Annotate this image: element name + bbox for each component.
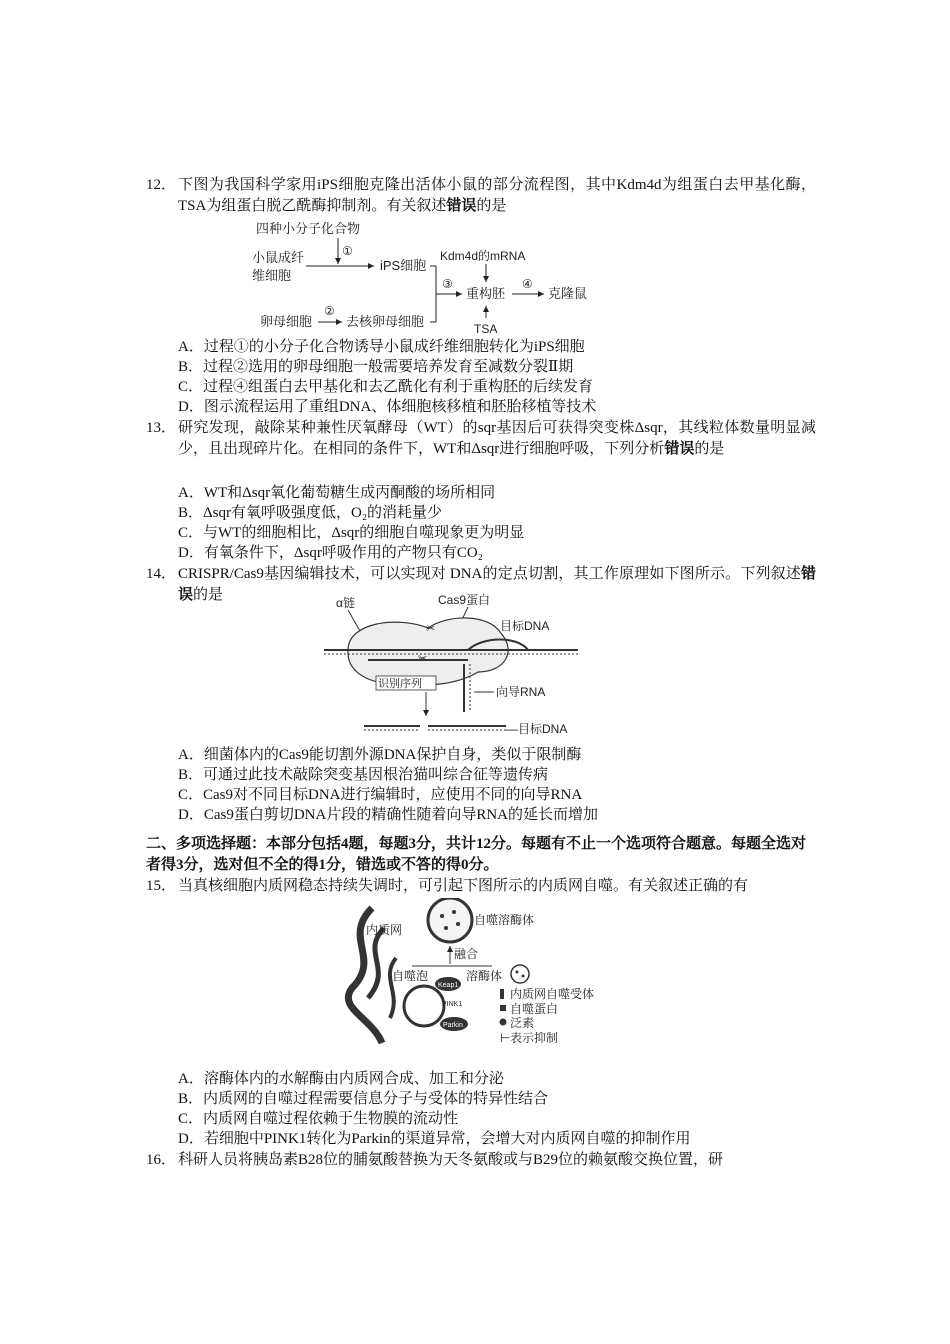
- er-autophagy-diagram: [342, 898, 612, 1053]
- lysosome-label: 溶酶体: [466, 969, 503, 983]
- enucleated-oocyte-label: 去核卵母细胞: [346, 314, 425, 329]
- legend-ubiquitin: 泛素: [510, 1016, 535, 1030]
- fibroblast-label-2: 维细胞: [252, 268, 292, 283]
- autolysosome-label: 自噬溶酶体: [474, 913, 535, 927]
- target-dna-out-label: —目标DNA: [506, 722, 568, 736]
- option-13d[interactable]: D．有氧条件下，Δsqr呼吸作用的产物只有CO₂: [178, 545, 483, 561]
- ips-clone-flowchart: [250, 218, 610, 343]
- question-number: 16．: [146, 1152, 177, 1168]
- crispr-cas9-diagram: [318, 592, 588, 747]
- option-14d[interactable]: D．Cas9蛋白剪切DNA片段的精确性随着向导RNA的延长而增加: [178, 807, 599, 823]
- question-15: [146, 876, 816, 897]
- question-13: [146, 418, 816, 460]
- question-number: 14．: [146, 566, 177, 582]
- question-stem: 研究发现，敲除某种兼性厌氧酵母（WT）的sqr基因后可获得突变株Δsqr，其线粒体数量明显减少，且出现碎片化。在相同的条件下，WT和Δsqr进行细胞呼吸，下列分析: [178, 420, 816, 457]
- target-dna-label: 目标DNA: [500, 619, 550, 633]
- option-15a[interactable]: A．溶酶体内的水解酶由内质网合成、加工和分泌: [178, 1071, 504, 1087]
- cas9-label: Cas9蛋白: [438, 593, 491, 607]
- fusion-label: 融合: [454, 947, 479, 961]
- option-14a[interactable]: A．细菌体内的Cas9能切割外源DNA保护自身，类似于限制酶: [178, 747, 582, 763]
- question-stem: 当真核细胞内质网稳态持续失调时，可引起下图所示的内质网自噬。有关叙述正确的有: [178, 878, 749, 894]
- legend-autophagy-protein: 自噬蛋白: [510, 1002, 559, 1016]
- option-13c[interactable]: C．与WT的细胞相比，Δsqr的细胞自噬现象更为明显: [178, 525, 525, 541]
- legend-receptor: 内质网自噬受体: [510, 987, 595, 1001]
- step2-label: ②: [324, 304, 335, 318]
- option-12a[interactable]: A．过程①的小分子化合物诱导小鼠成纤维细胞转化为iPS细胞: [178, 339, 585, 355]
- emphasis-text: 错误: [664, 441, 695, 457]
- ips-cell-label: iPS细胞: [380, 258, 427, 273]
- question-16: [146, 1150, 816, 1171]
- oocyte-label: 卵母细胞: [260, 314, 313, 329]
- guide-rna-label: 向导RNA: [496, 685, 546, 699]
- option-12d[interactable]: D．图示流程运用了重组DNA、体细胞核移植和胚胎移植等技术: [178, 399, 597, 415]
- question-number: 12．: [146, 177, 177, 193]
- question-number: 15．: [146, 878, 177, 894]
- question-stem: 下图为我国科学家用iPS细胞克隆出活体小鼠的部分流程图，其中Kdm4d为组蛋白去甲基化酶，TSA为组蛋白脱乙酰酶抑制剂。有关叙述: [178, 177, 816, 214]
- question-stem: CRISPR/Cas9基因编辑技术，可以实现对 DNA的定点切割，其工作原理如下图所示。下列叙述: [178, 566, 801, 582]
- option-14b[interactable]: B．可通过此技术敲除突变基因根治猫叫综合征等遗传病: [178, 767, 549, 783]
- pink1-label: PINK1: [442, 1001, 463, 1008]
- option-13b[interactable]: B．Δsqr有氧呼吸强度低，O₂的消耗量少: [178, 505, 443, 521]
- keap1-label: Keap1: [438, 982, 459, 989]
- parkin-label: Parkin: [443, 1022, 463, 1029]
- section-2-heading: 二、多项选择题：本部分包括4题，每题3分，共计12分。每题有不止一个选项符合题意。每题全选对者得3分，选对但不全的得1分，错选或不答的得0分。: [146, 836, 807, 873]
- scissors-icon-2: ✂: [418, 653, 428, 665]
- option-15b[interactable]: B．内质网的自噬过程需要信息分子与受体的特异性结合: [178, 1091, 549, 1107]
- option-12b[interactable]: B．过程②选用的卵母细胞一般需要培养发育至减数分裂Ⅱ期: [178, 359, 574, 375]
- alpha-chain-label: α链: [336, 596, 355, 610]
- autophagosome-label: 自噬泡: [392, 969, 429, 983]
- clone-mouse-label: 克隆鼠: [548, 286, 588, 301]
- option-15d[interactable]: D．若细胞中PINK1转化为Parkin的渠道异常，会增大对内质网自噬的抑制作用: [178, 1131, 691, 1147]
- emphasis-text: 错误: [446, 198, 477, 214]
- step4-label: ④: [522, 277, 533, 291]
- tsa-label: TSA: [474, 322, 498, 336]
- question-12: [146, 175, 816, 217]
- emphasis-text: 错误: [178, 566, 816, 603]
- step1-label: ①: [342, 244, 353, 258]
- recognition-seq-label: 识别序列: [378, 678, 422, 690]
- option-15c[interactable]: C．内质网自噬过程依赖于生物膜的流动性: [178, 1111, 459, 1127]
- question-stem: 科研人员将胰岛素B28位的脯氨酸替换为天冬氨酸或与B29位的赖氨酸交换位置，研: [178, 1152, 724, 1168]
- option-14c[interactable]: C．Cas9对不同目标DNA进行编辑时，应使用不同的向导RNA: [178, 787, 583, 803]
- scissors-icon-1: ✂: [426, 623, 436, 635]
- question-stem-end: 的是: [193, 587, 224, 603]
- mrna-label: Kdm4d的mRNA: [440, 249, 526, 263]
- option-13a[interactable]: A．WT和Δsqr氧化葡萄糖生成丙酮酸的场所相同: [178, 485, 496, 501]
- step3-label: ③: [442, 277, 453, 291]
- small-molecules-label: 四种小分子化合物: [256, 221, 361, 236]
- legend-inhibit: 表示抑制: [510, 1031, 559, 1045]
- question-stem-end: 的是: [694, 441, 725, 457]
- inhibit-symbol-icon: ⊢: [500, 1031, 511, 1045]
- er-label: 内质网: [366, 923, 403, 937]
- reconstructed-embryo-label: 重构胚: [466, 286, 506, 301]
- autolysosome-shape: [428, 898, 472, 942]
- question-number: 13．: [146, 420, 177, 436]
- fibroblast-label-1: 小鼠成纤: [252, 250, 305, 265]
- option-12c[interactable]: C．过程④组蛋白去甲基化和去乙酰化有利于重构胚的后续发育: [178, 379, 594, 395]
- question-stem-end: 的是: [476, 198, 507, 214]
